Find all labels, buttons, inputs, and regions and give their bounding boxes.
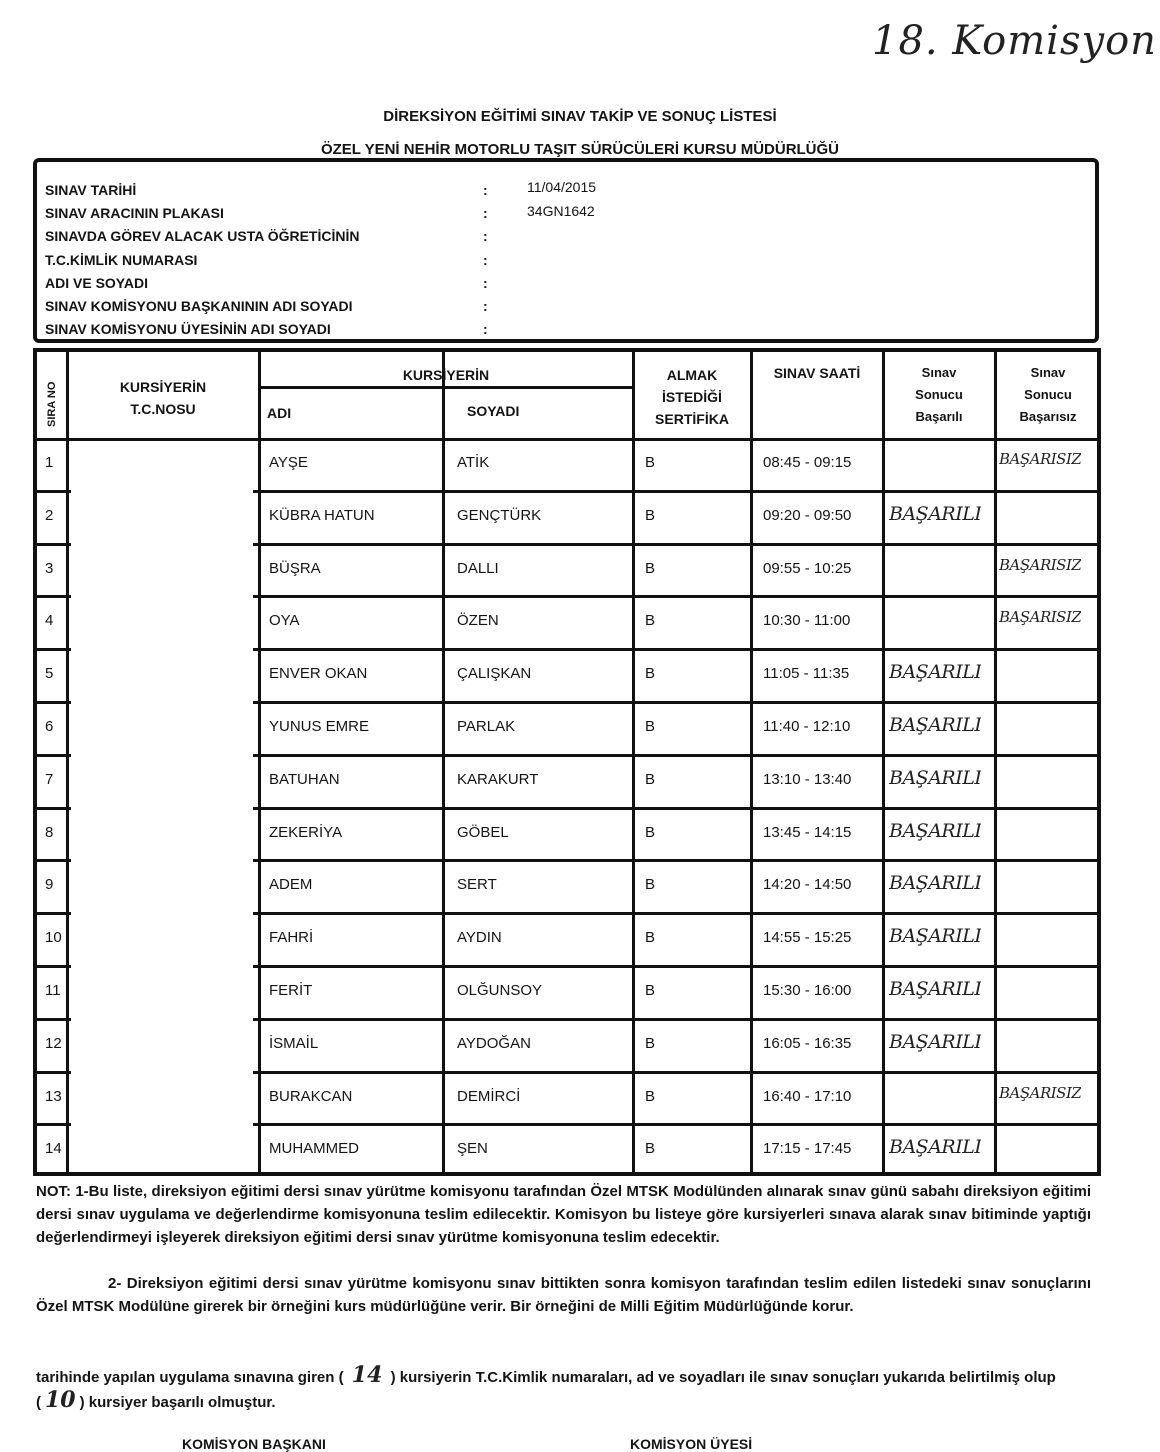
certificate-class: B [645,929,656,947]
handwritten-commission-number: 18. Komisyon [872,18,1157,64]
row-number: 6 [45,718,54,735]
signature-member-label: KOMİSYON ÜYESİ [630,1436,753,1452]
header-kursiyerin: KURSİYERİN [402,367,490,383]
certificate-class: B [645,823,656,841]
header-sinav-saati: SINAV SAATİ [773,365,861,381]
exam-time: 08:45 - 09:15 [763,454,852,471]
first-name: ADEM [269,876,313,894]
first-name: BATUHAN [269,770,340,788]
tc-number-label: T.C.KİMLİK NUMARASI [45,252,198,268]
exam-date-label: SINAV TARİHİ [45,182,137,198]
vehicle-plate-label: SINAV ARACININ PLAKASI [45,205,224,221]
summary-paragraph [36,1364,1091,1414]
certificate-class: B [645,612,656,630]
handwritten-passed-count: 10 [45,1387,76,1413]
row-number: 1 [45,454,54,471]
header-sertifika-line3: SERTİFİKA [655,411,729,427]
certificate-class: B [645,876,656,894]
exam-date-value: 11/04/2015 [527,179,597,195]
header-adi: ADI [267,405,292,421]
signature-president-label: KOMİSYON BAŞKANI [182,1436,326,1452]
exam-time: 10:30 - 11:00 [763,612,851,630]
first-name: BURAKCAN [269,1087,353,1105]
colon: : [483,298,488,314]
first-name: OYA [269,612,300,630]
redacted-tc-column [71,460,253,1168]
exam-time: 13:10 - 13:40 [763,770,852,788]
certificate-class: B [645,1034,656,1052]
certificate-class: B [645,770,656,788]
result-failed: BAŞARISIZ [999,608,1082,627]
header-sira-no: SIRA NO [46,381,58,427]
exam-time: 09:20 - 09:50 [763,506,852,524]
result-passed: BAŞARILI [889,502,982,525]
row-number: 2 [45,506,54,524]
result-passed: BAŞARILI [889,819,982,842]
result-passed: BAŞARILI [889,978,982,1000]
last-name: ÖZEN [457,612,499,630]
first-name: İSMAİL [269,1034,319,1052]
last-name: DALLI [457,559,499,577]
first-name: FAHRİ [269,929,314,947]
result-failed: BAŞARISIZ [999,555,1082,574]
first-name: YUNUS EMRE [269,718,370,735]
exam-time: 11:05 - 11:35 [763,665,850,683]
exam-time: 09:55 - 10:25 [763,559,852,577]
note-paragraph-2: 2- Direksiyon eğitimi dersi sınav yürütme komisyonu sınav bittikten sonra komisyon tarafından teslim edilen listedeki sınav sonuçlarını Özel MTSK Modülüne girerek bir örneğini kurs müdürlüğüne verir. Bir örneğini de Milli Eğitim Müdürlüğünde korur. [36,1275,1091,1315]
header-tc-line2: T.C.NOSU [130,401,196,417]
summary-text-2: ) kursiyerin T.C.Kimlik numaraları, ad ve soyadları ile sınav sonuçları yukarıda belirtilmiş olup ( [36,1369,1056,1411]
first-name: FERİT [269,982,313,999]
first-name: MUHAMMED [269,1140,359,1158]
colon: : [483,228,488,244]
header-sertifika-line1: ALMAK [666,367,718,383]
exam-time: 14:55 - 15:25 [763,929,852,947]
exam-time: 17:15 - 17:45 [763,1140,852,1158]
last-name: AYDIN [457,929,502,947]
header-basarisiz-line2: Sonucu [1024,387,1072,402]
last-name: AYDOĞAN [457,1034,531,1052]
last-name: OLĞUNSOY [457,982,543,999]
vehicle-plate-value: 34GN1642 [527,203,595,219]
president-name-label: SINAV KOMİSYONU BAŞKANININ ADI SOYADI [45,298,353,314]
header-tc-line1: KURSİYERİN [119,379,207,395]
first-name: AYŞE [269,454,308,471]
header-basarili-line3: Başarılı [915,409,963,424]
last-name: ÇALIŞKAN [457,665,532,683]
summary-text-1: tarihinde yapılan uygulama sınavına giren ( [36,1369,344,1386]
last-name: SERT [457,876,497,894]
result-failed: BAŞARISIZ [999,1083,1082,1102]
header-basarili-line1: Sınav [921,365,957,380]
row-number: 9 [45,876,54,894]
certificate-class: B [645,559,656,577]
first-name: BÜŞRA [269,559,321,577]
exam-time: 11:40 - 12:10 [763,718,851,735]
colon: : [483,275,488,291]
row-number: 11 [45,982,61,999]
first-name: ENVER OKAN [269,665,368,683]
row-number: 12 [45,1034,62,1052]
certificate-class: B [645,718,656,735]
header-basarisiz-line3: Başarısız [1019,409,1077,424]
handwritten-total-count: 14 [351,1362,383,1388]
school-title: ÖZEL YENİ NEHİR MOTORLU TAŞIT SÜRÜCÜLERİ KURSU MÜDÜRLÜĞÜ [320,141,840,158]
colon: : [483,205,488,221]
colon: : [483,182,488,198]
exam-results-table [33,348,1101,1176]
exam-time: 16:05 - 16:35 [763,1034,852,1052]
first-name: ZEKERİYA [269,823,343,841]
certificate-class: B [645,665,656,683]
row-number: 7 [45,770,54,788]
header-divider [259,386,633,389]
certificate-class: B [645,454,656,471]
certificate-class: B [645,1087,656,1105]
result-passed: BAŞARILI [889,1030,982,1053]
header-sertifika-line2: İSTEDİĞİ [662,389,722,405]
colon: : [483,321,488,337]
redacted-area [497,226,857,338]
member-name-label: SINAV KOMİSYONU ÜYESİNİN ADI SOYADI [45,321,331,337]
exam-info-box [33,158,1099,343]
document-title: DİREKSİYON EĞİTİMİ SINAV TAKİP VE SONUÇ LİSTESİ [383,108,777,125]
note-paragraph-1: NOT: 1-Bu liste, direksiyon eğitimi dersi sınav yürütme komisyonu tarafından Özel MTSK Modülünden alınarak sınav günü sabahı direksiyon eğitimi dersi sınav uygulama ve değerlendirme komisyonuna teslim edilecektir. Komisyon bu listeye göre kursiyerleri sınava alarak sınav bitiminde yaptığı değerlendirmeyi işleyerek direksiyon eğitimi dersi sınav yürütme komisyonuna teslim edecektir. [36,1183,1091,1246]
result-passed: BAŞARILI [889,1136,982,1159]
last-name: GENÇTÜRK [457,506,542,524]
result-passed: BAŞARILI [889,872,982,895]
last-name: KARAKURT [457,770,539,788]
instructor-label: SINAVDA GÖREV ALACAK USTA ÖĞRETİCİNİN [45,228,360,244]
row-number: 10 [45,929,62,947]
header-soyadi: SOYADI [467,403,520,419]
row-number: 4 [45,612,54,630]
colon: : [483,252,488,268]
header-basarisiz-line1: Sınav [1030,365,1066,380]
row-number: 3 [45,559,54,577]
name-surname-label: ADI VE SOYADI [45,275,148,291]
result-failed: BAŞARISIZ [999,450,1082,468]
row-number: 14 [45,1140,62,1158]
result-passed: BAŞARILI [889,661,982,684]
last-name: GÖBEL [457,823,509,841]
first-name: KÜBRA HATUN [269,506,375,524]
exam-time: 15:30 - 16:00 [763,982,852,999]
exam-time: 16:40 - 17:10 [763,1087,852,1105]
last-name: ŞEN [457,1140,488,1158]
exam-time: 13:45 - 14:15 [763,823,852,841]
last-name: DEMİRCİ [457,1087,521,1105]
certificate-class: B [645,1140,656,1158]
result-passed: BAŞARILI [889,925,982,948]
header-basarili-line2: Sonucu [915,387,963,402]
certificate-class: B [645,982,656,999]
row-number: 13 [45,1087,62,1105]
row-number: 5 [45,665,54,683]
result-passed: BAŞARILI [889,714,982,736]
exam-time: 14:20 - 14:50 [763,876,852,894]
certificate-class: B [645,506,656,524]
last-name: PARLAK [457,718,516,735]
summary-text-3: ) kursiyer başarılı olmuştur. [79,1394,276,1411]
result-passed: BAŞARILI [889,766,982,789]
last-name: ATİK [457,454,490,471]
row-number: 8 [45,823,54,841]
